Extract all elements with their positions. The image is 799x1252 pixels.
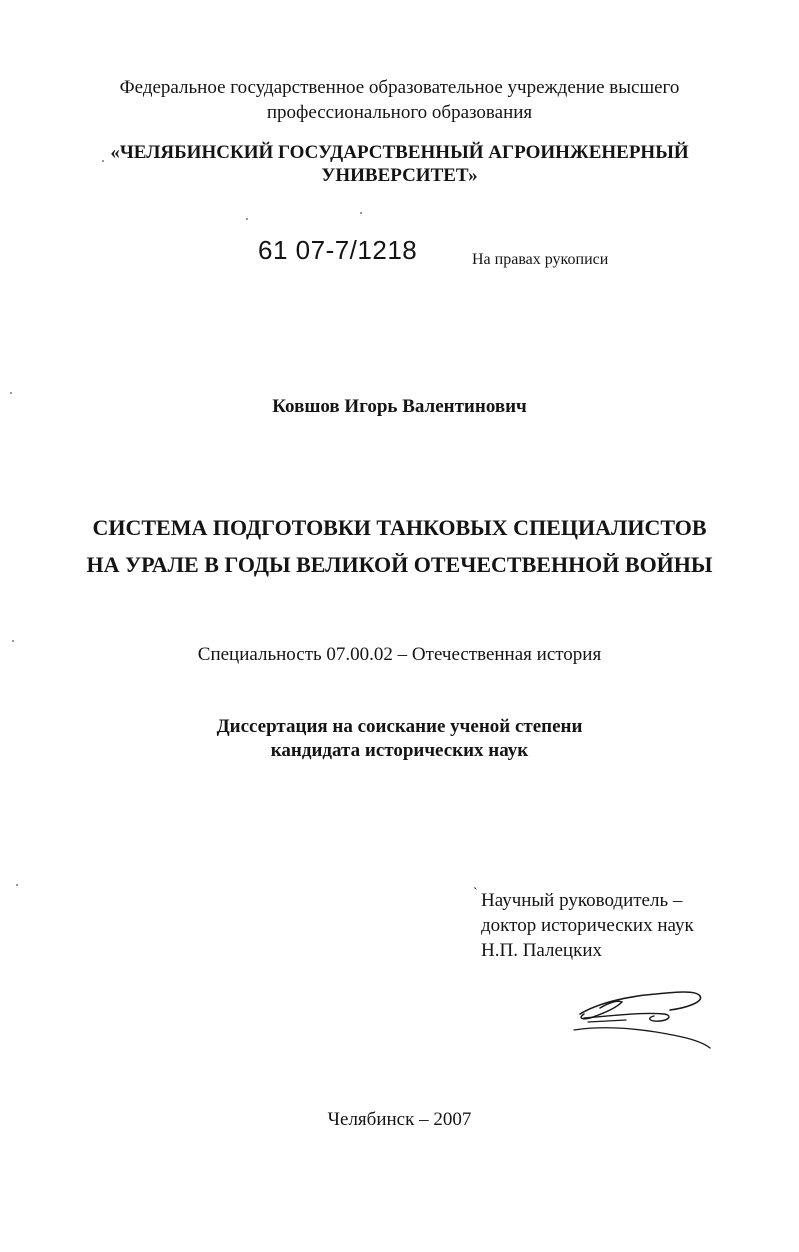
- author-name: Ковшов Игорь Валентинович: [272, 396, 527, 417]
- catalog-number: 61 07-7/1218: [258, 235, 418, 265]
- scan-speck: [12, 640, 14, 642]
- manuscript-note: На правах рукописи: [472, 251, 609, 268]
- dissertation-title-line-1: СИСТЕМА ПОДГОТОВКИ ТАНКОВЫХ СПЕЦИАЛИСТОВ: [92, 515, 707, 540]
- supervisor-role: Научный руководитель –: [481, 890, 683, 911]
- degree-line-1: Диссертация на соискание ученой степени: [216, 716, 583, 737]
- place-and-year: Челябинск – 2007: [327, 1109, 472, 1130]
- dissertation-title-line-2: НА УРАЛЕ В ГОДЫ ВЕЛИКОЙ ОТЕЧЕСТВЕННОЙ ВОЙНЫ: [86, 552, 713, 577]
- degree-line-2: кандидата исторических наук: [270, 740, 529, 761]
- supervisor-name: Н.П. Палецких: [481, 940, 602, 961]
- specialty: Специальность 07.00.02 – Отечественная история: [197, 644, 602, 665]
- handwritten-signature: [560, 972, 720, 1060]
- institution-line-2: профессионального образования: [266, 102, 533, 123]
- scan-speck: [246, 218, 248, 220]
- university-name-line-1: «ЧЕЛЯБИНСКИЙ ГОСУДАРСТВЕННЫЙ АГРОИНЖЕНЕРНЫЙ: [110, 142, 689, 163]
- supervisor-title: доктор исторических наук: [481, 915, 694, 936]
- university-name-line-2: УНИВЕРСИТЕТ»: [321, 165, 478, 186]
- institution-line-1: Федеральное государственное образовательное учреждение высшего: [119, 77, 680, 98]
- scan-speck: [10, 392, 12, 394]
- scan-speck: [16, 884, 18, 886]
- supervisor-block: [481, 888, 694, 963]
- pen-mark: `: [473, 886, 478, 901]
- scan-speck: [102, 160, 104, 162]
- scan-speck: [360, 212, 362, 214]
